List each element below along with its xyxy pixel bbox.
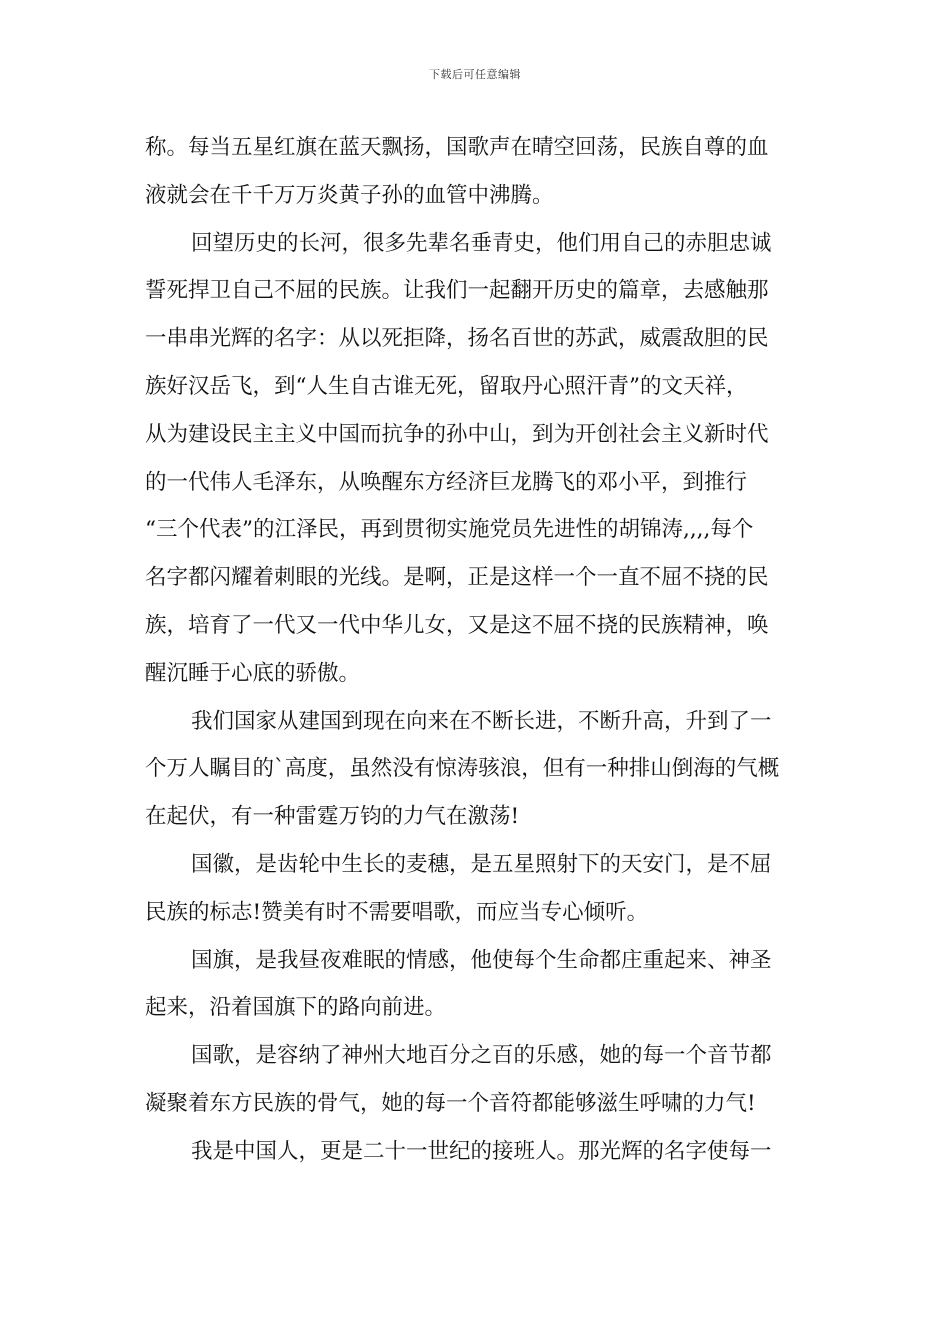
text-line: 起来，沿着国旗下的路向前进。 [145,995,447,1021]
text-line: 族，培育了一代又一代中华儿女，又是这不屈不挠的民族精神，唤 [145,612,769,638]
text-line: 国歌，是容纳了神州大地百分之百的乐感，她的每一个音节都 [191,1043,772,1069]
text-line: 族好汉岳飞，到“人生自古谁无死，留取丹心照汗青”的文天祥， [145,373,748,399]
text-line: “三个代表”的江泽民，再到贯彻实施党员先进性的胡锦涛,,,,每个 [145,517,754,543]
text-line: 我们国家从建国到现在向来在不断长进，不断升高，升到了一 [191,708,772,734]
text-line: 我是中国人，更是二十一世纪的接班人。那光辉的名字使每一 [191,1138,772,1164]
page-header: 下载后可任意编辑 [429,68,521,81]
text-line: 个万人瞩目的`高度，虽然没有惊涛骇浪，但有一种排山倒海的气概 [145,756,780,782]
text-line: 从为建设民主主义中国而抗争的孙中山，到为开创社会主义新时代 [145,421,769,447]
document-body [145,124,805,1176]
text-line: 称。每当五星红旗在蓝天飘扬，国歌声在晴空回荡，民族自尊的血 [145,135,769,160]
text-line: 凝聚着东方民族的骨气，她的每一个音符都能够滋生呼啸的力气! [145,1090,756,1116]
text-line: 国徽，是齿轮中生长的麦穗，是五星照射下的天安门，是不屈 [191,851,772,877]
text-line: 国旗，是我昼夜难眠的情感，他使每个生命都庄重起来、神圣 [191,947,772,973]
text-line: 液就会在千千万万炎黄子孙的血管中沸腾。 [145,182,554,208]
text-line: 醒沉睡于心底的骄傲。 [145,660,361,686]
text-line: 民族的标志!赞美有时不需要唱歌，而应当专心倾听。 [145,899,649,925]
text-line: 誓死捍卫自己不屈的民族。让我们一起翻开历史的篇章，去感触那 [145,278,769,304]
text-line: 的一代伟人毛泽东，从唤醒东方经济巨龙腾飞的邓小平，到推行 [145,469,748,495]
text-line: 名字都闪耀着刺眼的光线。是啊，正是这样一个一直不屈不挠的民 [145,565,769,591]
text-line: 在起伏，有一种雷霆万钧的力气在激荡! [145,804,520,830]
text-line: 一串串光辉的名字：从以死拒降，扬名百世的苏武，威震敌胆的民 [145,326,769,352]
text-line: 回望历史的长河，很多先辈名垂青史，他们用自己的赤胆忠诚 [191,230,772,256]
